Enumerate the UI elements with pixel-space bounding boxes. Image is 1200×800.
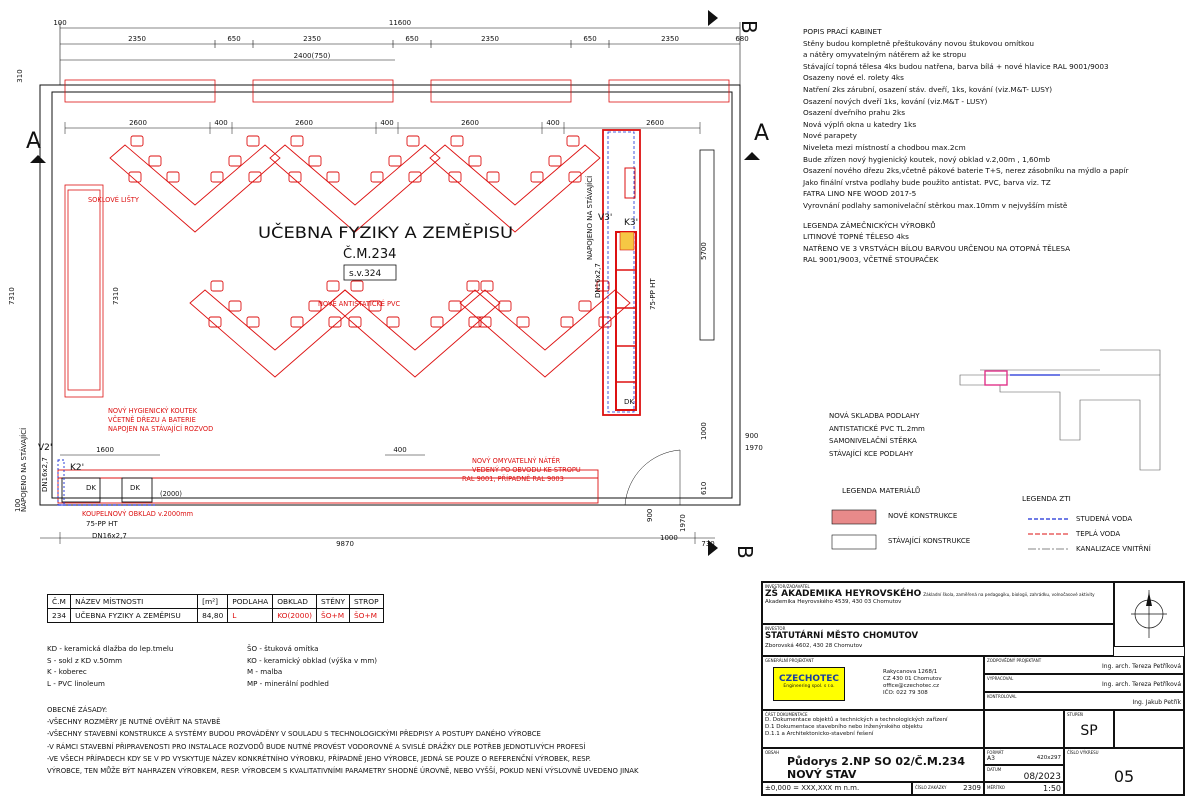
pipe-dn-left: DN16x2,7 [41,457,49,492]
date-value: 08/2023 [1023,772,1061,782]
note-soklove-listy: SOKLOVÉ LIŠTY [88,196,139,204]
company-logo [773,667,845,701]
chair [131,136,143,146]
stage-label: STUPEŇ [1067,712,1083,717]
dim-inner-3: 2600 [295,119,313,127]
note-line: Osazení nových dveří 1ks, kování (viz.M&T - LUSY) [803,96,988,106]
abbreviation: KD - keramická dlažba do lep.tmelu [47,644,174,653]
dim-650-1: 650 [227,35,241,43]
section-b-bottom: B [733,545,757,559]
floor-composition-line: SAMONIVELAČNÍ STĚRKA [829,437,917,445]
chair [327,172,339,182]
label-k3: K3' [624,218,639,228]
chair [389,156,401,166]
drawing-number-cell [1064,748,1184,795]
chair [561,317,573,327]
note-hygienic-1: NOVÝ HYGIENICKÝ KOUTEK [108,407,198,415]
part-line: D.1 Dokumentace stavebního nebo inženýrského objektu [765,724,923,730]
part-line: D. Dokumentace objektů a technických a technologických zařízení [765,717,948,723]
note-line: NATŘENO VE 3 VRSTVÁCH BÍLOU BARVOU URČENOU NA OTOPNÁ TĚLESA [803,243,1071,253]
table-row [48,609,384,623]
table-cell: ŠO+M [317,609,350,623]
stage-value: SP [1080,723,1098,739]
table-cell: ŠO+M [349,609,383,623]
dim-1000-b: 1000 [660,534,678,542]
client-name: ZŠ AKADEMIKA HEYROVSKÉHO [765,589,922,599]
bottom-dimensions [40,450,715,544]
investor-name: STATUTÁRNÍ MĚSTO CHOMUTOV [765,631,919,641]
chair [209,317,221,327]
chair [149,156,161,166]
dim-900-b: 900 [646,508,654,522]
dim-inner-4: 400 [380,119,394,127]
drawing-number-label: ČÍSLO VÝKRESU [1067,750,1099,755]
note-line: Nové parapety [803,131,857,141]
section-b-top: B [737,20,761,34]
table-header-cell: NÁZEV MÍSTNOSTI [71,595,198,609]
note-tiling: KOUPELNOVÝ OBKLAD v.2000mm [82,510,194,518]
drawing-title-2: NOVÝ STAV [787,768,857,781]
chair [247,136,259,146]
note-line: Stěny budou kompletně přeštukovány novou štukovou omítkou [803,38,1035,48]
designer-cell [762,656,984,710]
floor-composition-line: ANTISTATICKÉ PVC TL.2mm [829,424,925,433]
chair [431,317,443,327]
principle-line: -VE VŠECH PŘÍPADECH KDY SE V PD VYSKYTUJE NÁZEV KONKRÉTNÍHO VÝROBKU, PŘÍPADNĚ JEHO VÝROBCE, JEDNÁ SE POUZE O REFERENČNÍ VÝROBEK, RESP. [47,754,591,763]
chair [291,136,303,146]
dim-1970-b: 1970 [679,514,687,532]
legend-new-construction: NOVÉ KONSTRUKCE [888,512,958,520]
investor-address: Zborovská 4602, 430 28 Chomutov [765,643,863,649]
chair [247,317,259,327]
desk [460,290,630,377]
scale-label: MĚŘÍTKO [987,785,1005,790]
table-header-cell: [m²] [198,595,228,609]
checked-cell [984,692,1184,710]
chair [327,281,339,291]
drawing-title-1: Půdorys 2.NP SO 02/Č.M.234 [787,755,965,768]
format-label: FORMÁT [987,750,1004,755]
chair [229,156,241,166]
desk [110,145,280,232]
label-v3: V3' [598,213,613,223]
responsible-label: ZODPOVĚDNÝ PROJEKTANT [987,658,1042,663]
locksmith-lines [803,231,1128,266]
contents-label: OBSAH [765,750,780,755]
notes-lines [803,38,1128,212]
abbreviation: K - koberec [47,667,87,676]
principles-heading: OBECNÉ ZÁSADY: [47,706,108,714]
dim-100-left: 100 [14,498,22,512]
scale-value: 1:50 [1043,784,1061,793]
chair [531,172,543,182]
chair [579,301,591,311]
dim-inner-5: 2600 [461,119,479,127]
locksmith-heading: LEGENDA ZÁMEČNICKÝCH VÝROBKŮ [803,220,936,230]
stage-blank-cell [984,710,1064,748]
title-block [761,581,1185,796]
order-value: 2309 [963,784,981,792]
elevation-cell [762,782,912,795]
note-line: FATRA LINO NFE WOOD 2017-5 [803,189,917,199]
responsible-cell [984,656,1184,674]
table-header-cell: STĚNY [317,595,350,609]
dim-inner-7: 2600 [646,119,664,127]
note-coating-2: VEDENÝ PO OBVODU KE STROPU [472,466,581,474]
elevation-value: ±0,000 = XXX,XXX m n.m. [765,784,860,792]
investor-cell [762,624,1114,656]
note-line: Nová výplň okna u katedry 1ks [803,119,917,129]
dim-7310-outer: 7310 [8,287,16,305]
abbreviation: M - malba [247,667,283,676]
company-address [883,669,942,697]
client-desc: Základní škola, zaměřená na pedagogiku, biologii, zahrádku, volnočasové aktivity [923,592,1095,597]
date-cell [984,765,1064,782]
chair [371,172,383,182]
table-cell: UČEBNA FYZIKY A ZEMĚPISU [71,609,198,623]
part-cell [762,710,984,748]
room-table [47,594,384,623]
note-v2000: (2000) [160,490,182,498]
dim-680: 680 [735,35,749,43]
abbreviation: L - PVC linoleum [47,678,105,688]
room-title: UČEBNA FYZIKY A ZEMĚPISU [258,223,513,242]
dim-650-2: 650 [405,35,419,43]
company-name: CZECHOTEC [779,674,839,684]
legend-cold-water: STUDENÁ VODA [1076,515,1133,523]
chair [387,317,399,327]
abbreviation: KO - keramický obklad (výška v mm) [247,655,378,665]
floor-composition-line: STÁVAJÍCÍ KCE PODLAHY [829,449,914,458]
desk [270,145,440,232]
abbreviation: ŠO - štuková omítka [247,644,319,653]
chair [289,172,301,182]
pipe-pp-bottom: 75-PP HT [86,520,118,528]
drawn-name: Ing. arch. Tereza Petříková [1102,681,1181,688]
note-hygienic-2: VČETNĚ DŘEZU A BATERIE [108,416,196,424]
label-dk-2: DK [130,484,140,492]
stage-cell [1064,710,1114,748]
dim-total-width: 11600 [388,19,412,27]
chair [449,301,461,311]
client-label: INVESTOR/ZADAVATEL [765,584,810,589]
top-dimensions [60,22,740,85]
dim-inner-6: 400 [546,119,560,127]
teacher-counter [603,130,640,415]
pipe-pp-right: 75-PP HT [649,278,657,310]
part-label: ČÁST DOKUMENTACE [765,712,808,717]
chair [167,172,179,182]
abbreviation: S - sokl z KD v.50mm [47,655,123,665]
note-line: Osazeny nové el. rolety 4ks [803,73,904,83]
format-cell [984,748,1064,765]
dim-1970-r: 1970 [745,444,763,452]
label-dk-3: DK [624,398,634,406]
company-address-line: office@czechotec.cz [883,683,939,689]
section-a-right: A [754,121,770,146]
chair [487,172,499,182]
chair [409,172,421,182]
note-hygienic-3: NAPOJEN NA STÁVAJÍCÍ ROZVOD [108,425,214,433]
dim-window: 2400(750) [293,52,331,60]
date-label: DATUM [987,767,1002,772]
chair [351,281,363,291]
chair [229,301,241,311]
principle-line: -V RÁMCI STAVEBNÍ PŘIPRAVENOSTI PRO INSTALACE ROZVODŮ BUDE NUTNÉ PROVÉST VODOROVNÉ A SVISLÉ DRÁŽKY DLE POTŘEB JEDNOTLIVÝCH PROFESÍ [47,742,586,751]
chair [517,317,529,327]
dim-9870: 9870 [336,540,354,548]
floor-composition [829,410,925,460]
table-cell: L [228,609,273,623]
north-arrow-cell [1114,582,1184,647]
dim-1600: 1600 [96,446,114,454]
dim-100: 100 [53,19,67,27]
table-header-cell: OBKLAD [273,595,317,609]
responsible-name: Ing. arch. Tereza Petříková [1102,663,1181,670]
abbreviations-right [247,643,377,689]
contents-cell [762,748,984,782]
note-line: RAL 9001/9003, VČETNĚ STOUPAČEK [803,255,939,265]
legend-sewer: KANALIZACE VNITŘNÍ [1076,545,1151,553]
chair [569,172,581,182]
dim-2350-3: 2350 [481,35,499,43]
note-new-pvc: NOVÉ ANTISTATICKÉ PVC [318,300,401,308]
scale-cell [984,782,1064,795]
chair [211,172,223,182]
note-line: LITINOVÉ TOPNÉ TĚLESO 4ks [803,232,909,242]
dim-inner-2: 400 [214,119,228,127]
table-header-cell: STROP [349,595,383,609]
section-a-left: A [26,129,42,154]
chair [349,317,361,327]
client-cell [762,582,1114,624]
pipe-dn-right: DN16x2,7 [594,263,602,298]
note-line: Stávající topná tělesa 4ks budou natřena, barva bílá + nové hlavice RAL 9001/9003 [803,61,1109,71]
chair [451,136,463,146]
general-principles [47,704,639,777]
left-counter [65,185,103,397]
abbreviation: MP - minerální podhled [247,678,329,688]
drawn-label: VYPRACOVAL [987,676,1014,681]
room-number: Č.M.234 [343,247,397,262]
note-line: a nátěry omyvatelným nátěrem až ke stropu [803,50,967,60]
dim-inner-1: 2600 [129,119,147,127]
format-value: A3 [987,755,995,762]
dim-5700: 5700 [700,242,708,260]
chair [249,172,261,182]
part-line: D.1.1 a Architektonicko-stavební řešení [765,731,874,737]
dim-900-r: 900 [745,432,759,440]
chair [467,281,479,291]
chair [567,136,579,146]
company-address-line: Rakycanova 1268/1 [883,669,938,675]
table-cell: 84,80 [198,609,228,623]
site-plan-miniature [960,350,1160,470]
chair [481,281,493,291]
dim-310: 310 [16,69,24,83]
dim-650-3: 650 [583,35,597,43]
format-size: 420x297 [1036,755,1061,761]
label-k2: K2' [70,463,85,473]
note-line: Osazení dveřního prahu 2ks [803,108,906,118]
work-description [803,26,1128,266]
principle-line: -VŠECHNY STAVEBNÍ KONSTRUKCE A SYSTÉMY BUDOU PROVÁDĚNY V SOULADU S TECHNOLOGICKÝMI PŘEDPISY A POSTUPY DANÉHO VÝROBCE [47,730,541,739]
note-line: Jako finální vrstva podlahy bude použito antistat. PVC, barva viz. TZ [803,177,1051,187]
label-dk-1: DK [86,484,96,492]
dim-730: 730 [701,540,715,548]
chair [599,317,611,327]
room-table-header [48,595,384,609]
note-line: Bude zřízen nový hygienický koutek, nový obklad v.2,00m , 1,60mb [803,154,1051,164]
napojeno-left: NAPOJENO NA STÁVAJÍCÍ [20,427,28,512]
chair [469,156,481,166]
note-coating-3: RAL 9001, PŘÍPADNĚ RAL 9003 [462,475,564,483]
label-v2: V2' [38,443,53,453]
north-arrow-icon [1117,584,1181,644]
chair [329,317,341,327]
floor-composition-line: NOVÁ SKLADBA PODLAHY [829,412,920,420]
chair [499,301,511,311]
legend-hot-water: TEPLÁ VODA [1076,530,1121,538]
chair [309,156,321,166]
desk [430,145,600,232]
principle-line: VÝROBCE, TEN MŮŽE BÝT NAHRAZEN VÝROBKEM, RESP. VÝROBCEM S KVALITATIVNÍMI PARAMETRY SHODNÉ ÚROVNĚ, NEBO VYŠŠÍ, POKUD NENÍ VÝSLOVNĚ UVEDENO JINAK [47,767,639,776]
notes-heading: POPIS PRACÍ KABINET [803,27,882,36]
principle-line: -VŠECHNY ROZMĚRY JE NUTNÉ OVĚŘIT NA STAVBĚ [47,718,221,727]
table-header-cell: PODLAHA [228,595,273,609]
order-cell [912,782,984,795]
order-label: ČÍSLO ZAKÁZKY [915,785,947,790]
revision-cell [1114,710,1184,748]
legend-zti-title: LEGENDA ZTI [1022,494,1071,503]
room-height: s.v.324 [349,269,382,279]
client-address: Akademika Heyrovského 4539, 430 03 Chomutov [765,599,902,605]
chair [291,317,303,327]
note-coating-1: NOVÝ OMYVATELNÝ NÁTĚR [472,457,561,465]
table-cell: 234 [48,609,71,623]
note-line: Niveleta mezi místností a chodbou max.2cm [803,142,966,152]
designer-label: GENERÁLNÍ PROJEKTANT [765,658,814,663]
checked-label: KONTROLOVAL [987,694,1017,699]
chair [449,172,461,182]
drawn-cell [984,674,1184,692]
company-sub: Engineering spol. s r.o. [783,684,835,689]
legend-existing-construction: STÁVAJÍCÍ KONSTRUKCE [888,537,971,545]
napojeno-right: NAPOJENO NA STÁVAJÍCÍ [586,175,594,260]
note-line: Natření 2ks zárubní, osazení stáv. dveří, 1ks, kování (viz.M&T- LUSY) [803,84,1053,94]
company-address-line: CZ 430 01 Chomutov [883,676,942,682]
note-line: Osazení nového dřezu 2ks,včetně pákové baterie T+S, nerez zásobníku na mýdlo a papír [803,166,1129,176]
company-address-line: IČO: 022 79 308 [883,690,928,696]
investor-label: INVESTOR [765,626,786,631]
chair [211,281,223,291]
chair [407,136,419,146]
pipe-dn-bottom: DN16x2,7 [92,532,127,540]
dim-2350-4: 2350 [661,35,679,43]
dim-7310-inner: 7310 [112,287,120,305]
legend-materials-title: LEGENDA MATERIÁLŮ [842,486,921,495]
dim-2350-2: 2350 [303,35,321,43]
checked-name: Ing. Jakub Petřík [1132,699,1181,706]
chair [549,156,561,166]
chair [129,172,141,182]
dim-1000-r: 1000 [700,422,708,440]
abbreviations-left [47,643,173,689]
drawing-number: 05 [1113,767,1135,786]
dim-400-b: 400 [393,446,407,454]
dim-2350-1: 2350 [128,35,146,43]
note-line: Vyrovnání podlahy samonivelační stěrkou max.10mm v nejvyšším místě [803,200,1068,210]
dim-610: 610 [700,481,708,495]
table-header-cell: Č.M [48,595,71,609]
table-cell: KO(2000) [273,609,317,623]
